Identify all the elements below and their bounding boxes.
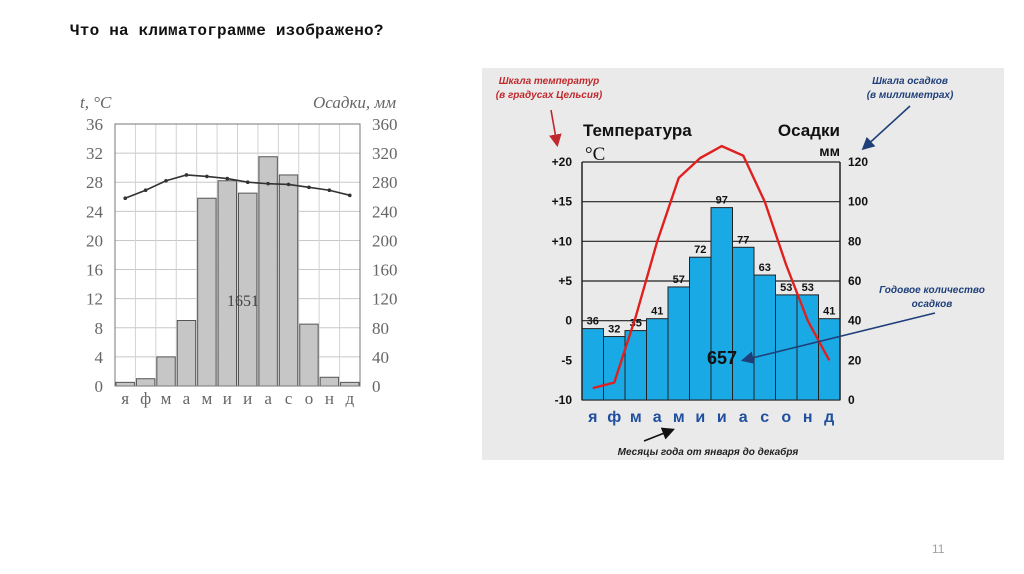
right-y-tick: -5 xyxy=(561,353,572,368)
right-y2-label: Осадки xyxy=(777,121,840,140)
right-y-tick: +5 xyxy=(558,274,572,288)
left-y-tick: 0 xyxy=(94,377,103,396)
left-x-tick: о xyxy=(304,389,314,408)
left-y-tick: 20 xyxy=(86,231,103,251)
left-x-tick: с xyxy=(284,389,293,408)
left-y2-tick: 320 xyxy=(372,144,398,164)
precip-scale-callout-line2: (в миллиметрах) xyxy=(866,90,954,101)
right-y2-tick: 100 xyxy=(848,194,869,209)
left-y2-tick: 200 xyxy=(372,231,398,251)
left-x-tick: а xyxy=(264,389,272,408)
annual-precip-callout-line2: осадков xyxy=(911,299,953,310)
left-y2-tick: 40 xyxy=(372,347,389,367)
right-x-tick: о xyxy=(781,409,792,426)
left-y-tick: 36 xyxy=(86,115,103,134)
right-precip-bar xyxy=(647,319,669,400)
left-y2-tick: 240 xyxy=(372,202,398,222)
left-x-tick: а xyxy=(182,389,191,408)
right-precip-bar xyxy=(754,275,776,400)
right-x-tick: н xyxy=(802,409,813,426)
left-y2-tick: 280 xyxy=(372,173,398,193)
right-x-tick: д xyxy=(824,409,835,426)
left-y-tick: 4 xyxy=(94,347,103,367)
right-y2-tick: 60 xyxy=(848,274,862,288)
precip-scale-callout-line1: Шкала осадков xyxy=(872,76,948,87)
left-y-tick: 12 xyxy=(86,289,103,309)
left-y-tick: 24 xyxy=(86,202,103,222)
left-x-tick: д xyxy=(345,389,355,408)
right-x-tick: с xyxy=(760,409,770,426)
temp-scale-callout-line1: Шкала температур xyxy=(498,76,600,87)
left-x-tick: м xyxy=(160,389,172,408)
right-bar-value: 63 xyxy=(758,262,771,275)
left-x-tick: ф xyxy=(140,389,152,408)
right-bar-value: 97 xyxy=(715,194,728,207)
right-y2-tick: 80 xyxy=(848,234,862,249)
right-total-label: 657 xyxy=(706,348,738,368)
left-y-tick: 28 xyxy=(86,173,103,193)
left-x-tick: н xyxy=(324,389,334,408)
page-number: 11 xyxy=(932,542,945,556)
right-x-tick: и xyxy=(695,409,706,426)
left-x-tick: м xyxy=(201,389,213,408)
left-x-tick: и xyxy=(222,389,232,408)
left-x-tick: я xyxy=(121,389,130,408)
right-y2-tick: 0 xyxy=(848,393,855,407)
right-y2-tick: 120 xyxy=(848,155,869,169)
right-y-tick: 0 xyxy=(565,313,572,328)
right-x-tick: а xyxy=(652,409,662,426)
left-y-tick: 32 xyxy=(86,144,103,164)
right-precip-bar xyxy=(733,247,755,400)
left-y2-tick: 120 xyxy=(372,289,398,309)
right-bar-value: 77 xyxy=(737,234,750,247)
months-callout: Месяцы года от января до декабря xyxy=(617,447,799,458)
right-bar-value: 36 xyxy=(586,315,599,328)
right-bar-value: 57 xyxy=(672,273,685,286)
right-precip-bar xyxy=(690,257,712,400)
left-y2-tick: 160 xyxy=(372,260,398,280)
left-total-label: 1651 xyxy=(227,293,259,310)
right-y-tick: -10 xyxy=(554,393,572,407)
right-y2-tick: 20 xyxy=(848,353,862,368)
right-x-tick: и xyxy=(716,409,727,426)
right-bar-value: 41 xyxy=(823,305,836,318)
left-x-tick: и xyxy=(243,389,253,408)
right-y2-unit: мм xyxy=(819,143,840,159)
right-x-tick: м xyxy=(672,409,685,426)
right-y-label: Температура xyxy=(583,121,692,140)
right-bar-value: 72 xyxy=(694,244,707,257)
left-y2-tick: 80 xyxy=(372,318,389,338)
right-precip-bar xyxy=(668,287,690,400)
right-bar-value: 35 xyxy=(629,317,642,330)
left-y-tick: 16 xyxy=(86,260,103,280)
right-y-tick: +20 xyxy=(551,155,572,169)
right-y-tick: +10 xyxy=(551,234,572,249)
right-y2-tick: 40 xyxy=(848,313,862,328)
left-y2-tick: 0 xyxy=(372,377,381,396)
right-y-tick: +15 xyxy=(551,194,572,209)
slide-title: Что на климатограмме изображено? xyxy=(70,22,384,40)
right-x-tick: я xyxy=(588,409,598,426)
right-bar-value: 41 xyxy=(651,305,664,318)
right-precip-bar xyxy=(604,337,626,400)
left-y2-label: Осадки, мм xyxy=(313,93,397,112)
right-precip-bar xyxy=(582,329,604,400)
right-precip-bar xyxy=(797,295,819,400)
right-y-unit: °C xyxy=(585,144,606,165)
right-x-tick: ф xyxy=(607,409,622,426)
left-y2-tick: 360 xyxy=(372,115,398,134)
right-bar-value: 53 xyxy=(801,281,814,294)
right-x-tick: м xyxy=(629,409,642,426)
left-y-label: t, °C xyxy=(80,93,112,112)
annual-precip-callout-line1: Годовое количество xyxy=(879,285,985,296)
temp-scale-callout-line2: (в градусах Цельсия) xyxy=(495,90,603,101)
right-precip-bar xyxy=(711,208,733,400)
left-y-tick: 8 xyxy=(94,318,103,338)
right-x-tick: а xyxy=(738,409,748,426)
right-bar-value: 53 xyxy=(780,281,793,294)
right-bar-value: 32 xyxy=(608,323,621,336)
